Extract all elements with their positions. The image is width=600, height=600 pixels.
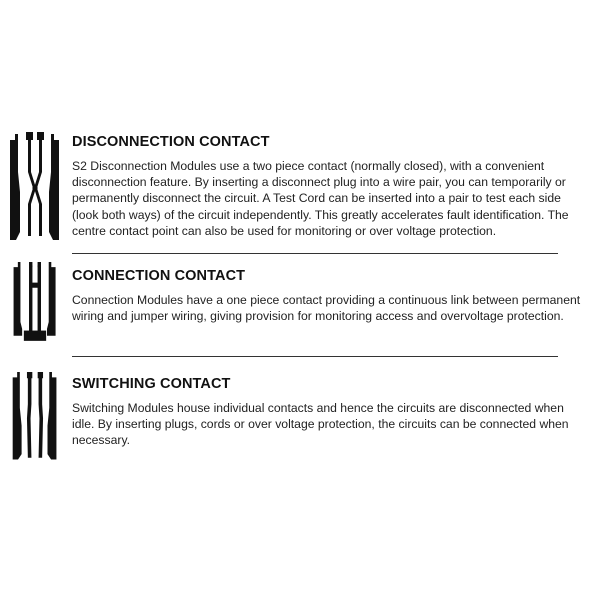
section-body: S2 Disconnection Modules use a two piece contact (normally closed), with a convenient disconnection feature. By inserting a disconnect plug into a wire pair, you can temporarily or permanently disconnect the circuit. A Test Cord can be inserted into a pair to test each side (look both ways) of the circuit independently. This greatly accelerates fault identification. The centre contact point can also be used for monitoring or over voltage protection. bbox=[72, 159, 569, 238]
section-body: Switching Modules house individual contacts and hence the circuits are disconnected when idle. By inserting plugs, cords or over voltage protection, the circuits can be connected when necessary. bbox=[72, 401, 569, 448]
disconnection-contact-icon bbox=[6, 132, 64, 244]
section-heading: CONNECTION CONTACT bbox=[72, 268, 246, 284]
section-divider bbox=[72, 253, 558, 254]
section-heading: DISCONNECTION CONTACT bbox=[72, 134, 270, 150]
section-heading: SWITCHING CONTACT bbox=[72, 376, 231, 392]
section-body: Connection Modules have a one piece contact providing a continuous link between permanent wiring and jumper wiring, giving provision for monitoring access and overvoltage protection. bbox=[72, 293, 581, 324]
switching-contact-icon bbox=[6, 372, 64, 472]
connection-contact-icon bbox=[6, 262, 64, 358]
section-divider bbox=[72, 356, 558, 357]
